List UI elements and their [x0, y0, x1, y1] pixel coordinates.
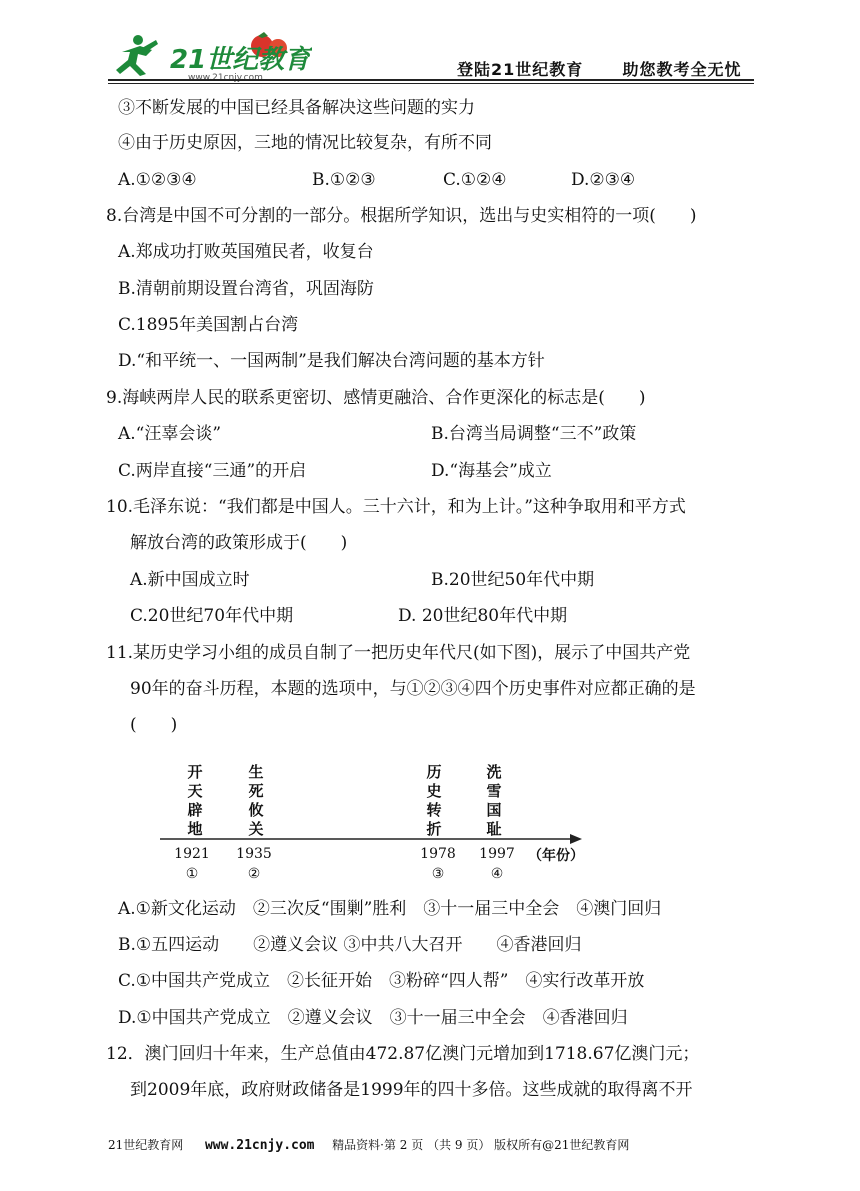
svg-text:辟: 辟: [187, 801, 203, 819]
q9-option-d: D.“海基会”成立: [431, 461, 552, 481]
q7-option-c: C.①②④: [443, 170, 507, 190]
svg-text:死: 死: [248, 782, 264, 800]
logo-url: www.21cnjy.com: [188, 73, 263, 82]
slogan-left: 登陆21世纪教育: [457, 60, 584, 79]
year-1997: 1997: [479, 846, 515, 862]
axis-unit: （年份）: [528, 848, 584, 864]
svg-text:开: 开: [187, 763, 203, 781]
svg-text:关: 关: [248, 820, 264, 838]
q9-option-c: C.两岸直接“三通”的开启: [118, 461, 307, 481]
q7-option-a: A.①②③④: [118, 170, 197, 190]
q8-option-b: B.清朝前期设置台湾省，巩固海防: [118, 279, 374, 299]
mark-3: ③: [431, 866, 445, 882]
q8-option-a: A.郑成功打败英国殖民者，收复台: [118, 242, 374, 262]
q11-option-c: C.①中国共产党成立 ②长征开始 ③粉碎“四人帮” ④实行改革开放: [118, 971, 645, 991]
q8-stem: 8.台湾是中国不可分割的一部分。根据所学知识，选出与史实相符的一项( ): [106, 206, 697, 226]
logo-text: 21世纪教育: [170, 45, 311, 75]
svg-text:洗: 洗: [486, 763, 502, 781]
header-rule-thin: [108, 83, 754, 84]
footer: [108, 1136, 629, 1153]
axis-arrow-icon: [570, 834, 582, 844]
svg-text:生: 生: [248, 763, 264, 781]
footer-site-name: 21世纪教育网: [108, 1138, 184, 1152]
q10-option-d: D. 20世纪80年代中期: [398, 606, 568, 626]
year-1935: 1935: [236, 846, 272, 862]
svg-text:耻: 耻: [486, 820, 502, 838]
svg-text:雪: 雪: [486, 782, 502, 800]
svg-text:史: 史: [426, 782, 442, 800]
svg-text:天: 天: [187, 782, 203, 800]
mark-1: ①: [185, 866, 199, 882]
q8-option-d: D.“和平统一、一国两制”是我们解决台湾问题的基本方针: [118, 351, 545, 371]
year-1978: 1978: [420, 846, 456, 862]
q11-stem-line1: 11.某历史学习小组的成员自制了一把历史年代尺(如下图)，展示了中国共产党: [106, 643, 691, 663]
mark-2: ②: [247, 866, 261, 882]
running-figure-icon: [116, 35, 158, 76]
slogan-right: 助您教考全无忧: [622, 60, 742, 79]
q12-line2: 到2009年底，政府财政储备是1999年的四十多倍。这些成就的取得离不开: [130, 1080, 693, 1100]
svg-text:历: 历: [426, 763, 442, 781]
q11-option-b: B.①五四运动 ②遵义会议 ③中共八大召开 ④香港回归: [118, 935, 582, 955]
body-line: ④由于历史原因，三地的情况比较复杂，有所不同: [118, 133, 492, 153]
svg-text:转: 转: [426, 801, 442, 819]
body-line: ③不断发展的中国已经具备解决这些问题的实力: [118, 98, 475, 118]
event-label-3: [425, 763, 441, 838]
svg-text:地: 地: [187, 820, 203, 838]
q11-stem-line3: ( ): [130, 715, 178, 735]
svg-text:国: 国: [486, 801, 502, 819]
q9-option-a: A.“汪辜会谈”: [118, 424, 222, 444]
event-label-4: [486, 763, 501, 838]
header-rule: [108, 79, 754, 81]
q11-option-d: D.①中国共产党成立 ②遵义会议 ③十一届三中全会 ④香港回归: [118, 1008, 628, 1028]
q8-option-c: C.1895年美国割占台湾: [118, 315, 299, 335]
q12-line1: 12．澳门回归十年来，生产总值由472.87亿澳门元增加到1718.67亿澳门元；: [106, 1044, 700, 1064]
q7-option-d: D.②③④: [571, 170, 636, 190]
svg-text:攸: 攸: [248, 801, 264, 819]
svg-text:折: 折: [426, 820, 442, 838]
q7-option-b: B.①②③: [312, 170, 376, 190]
q11-option-a: A.①新文化运动 ②三次反“围剿”胜利 ③十一届三中全会 ④澳门回归: [118, 899, 662, 919]
q9-option-b: B.台湾当局调整“三不”政策: [431, 424, 637, 444]
event-label-1: [187, 763, 202, 838]
mark-4: ④: [490, 866, 504, 882]
timeline-ruler: [150, 755, 600, 885]
event-label-2: [248, 763, 263, 838]
q10-stem-line2: 解放台湾的政策形成于( ): [130, 533, 348, 553]
q10-option-c: C.20世纪70年代中期: [130, 606, 294, 626]
q11-stem-line2: 90年的奋斗历程，本题的选项中，与①②③④四个历史事件对应都正确的是: [130, 679, 696, 699]
q10-stem-line1: 10.毛泽东说：“我们都是中国人。三十六计，和为上计。”这种争取用和平方式: [106, 497, 686, 517]
q9-stem: 9.海峡两岸人民的联系更密切、感情更融洽、合作更深化的标志是( ): [106, 388, 646, 408]
q10-option-b: B.20世纪50年代中期: [431, 570, 595, 590]
q10-option-a: A.新中国成立时: [130, 570, 250, 590]
footer-url[interactable]: www.21cnjy.com: [204, 1138, 315, 1153]
logo: [112, 30, 312, 82]
footer-page-info: 精品资料·第 2 页 （共 9 页） 版权所有@21世纪教育网: [332, 1138, 630, 1152]
year-1921: 1921: [174, 846, 210, 862]
